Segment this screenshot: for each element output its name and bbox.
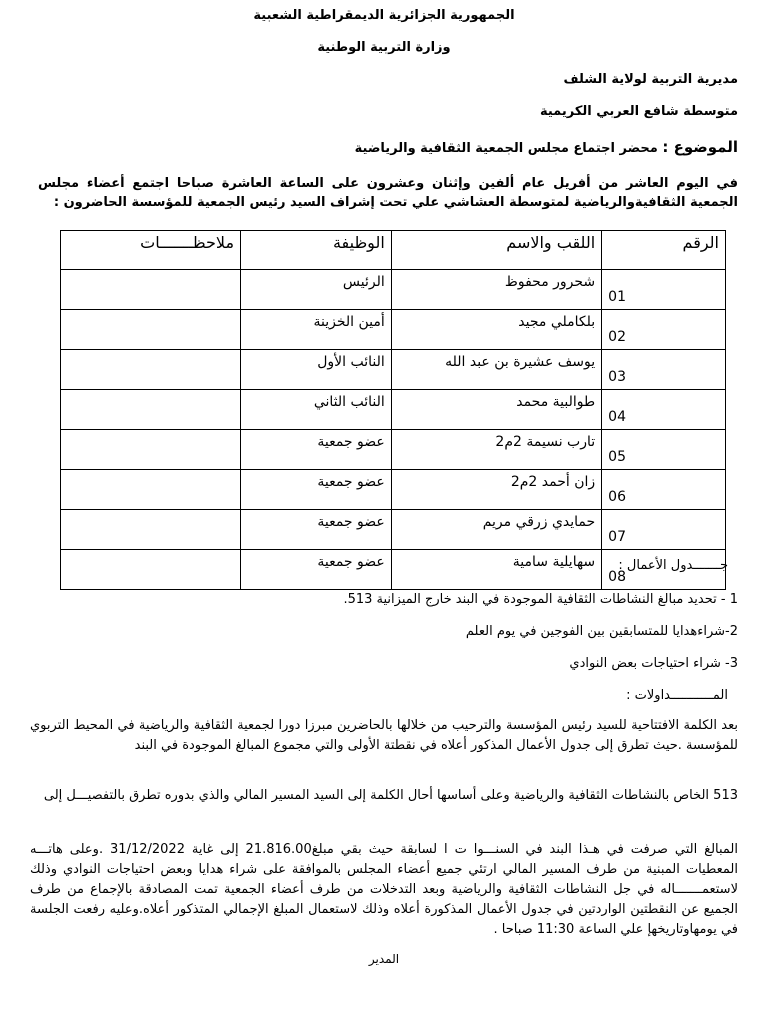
row-name: حمايدي زرقي مريم [391, 510, 601, 550]
agenda-item-2: 2-شراءهدايا للمتسابقين بين الفوجين في يوم العلم [465, 624, 738, 639]
deliberations-title: المـــــــــــداولات : [626, 688, 728, 703]
row-role: عضو جمعية [241, 470, 392, 510]
row-notes [61, 350, 241, 390]
table-row [61, 510, 726, 550]
intro-paragraph: في اليوم العاشر من أفريل عام ألفين وإثنان وعشرون على الساعة العاشرة صباحا اجتمع أعضاء مجلس الجمعية الثقافيةوالرياضية لمتوسطة العشاشي علي تحت إشراف السيد رئيس الجمعية للمؤسسة الحاضرون : [38, 176, 738, 210]
director-signature: المدير [368, 952, 400, 966]
row-number: 06 [602, 470, 726, 510]
row-number: 07 [602, 510, 726, 550]
deliberations-paragraph-3: المبالغ التي صرفت في هـذا البند في السنـــوا ت ا لسابقة حيث بقي مبلغ21.816.00 إلى غاية 31/12/2022 .وعلى هاتـــه المعطيات المبنية من طرف المسير المالي ارتئي جميع أعضاء المجلس بالموافقة على شراء هدايا وبعض احتياجات النوادي وذلك لاستعمـــــــاله في جل النشاطات الثقافية والرياضية وبعد التدخلات من طرف أعضاء الجمعية تمت المصادقة بالإجماع من طرف الجميع عن النقطتين الواردتين في جدول الأعمال المذكورة أعلاه وذلك لاستعمال المبلغ الإجمالي المتذكور أعلاه.وعليه رفعت الجلسة في يومهاوتاريخهإ علي الساعة 11:30 صباحا . [30, 842, 739, 937]
row-notes [61, 550, 241, 590]
row-role: النائب الثاني [241, 390, 392, 430]
subject-text: محضر اجتماع مجلس الجمعية الثقافية والرياضية [354, 141, 658, 156]
row-notes [61, 510, 241, 550]
row-role: الرئيس [241, 270, 392, 310]
deliberations-paragraph-1: بعد الكلمة الافتتاحية للسيد رئيس المؤسسة والترحيب من خلالها بالحاضرين مبرزا دورا لجمعية الثقافية والرياضية في المحيط التربوي للمؤسسة .حيث تطرق إلى جدول الأعمال المذكور أعلاه في نقطتة الأولى والتي مجموع المبالغ الموجودة في البند [30, 718, 738, 753]
table-row [61, 470, 726, 510]
row-name: بلكاملي مجيد [391, 310, 601, 350]
members-table [60, 230, 726, 590]
table-header-row [61, 231, 726, 270]
deliberations-paragraph-2: 513 الخاص بالنشاطات الثقافية والرياضية وعلى أساسها أحال الكلمة إلى السيد المسير المالي والذي بدوره تطرق بالتفصيـــل إلى [43, 788, 738, 803]
row-notes [61, 390, 241, 430]
row-notes [61, 310, 241, 350]
agenda-title: جـــــــدول الأعمال : [618, 558, 728, 573]
row-role: عضو جمعية [241, 510, 392, 550]
header-number: الرقم [602, 231, 726, 270]
row-number: 08 [602, 550, 726, 590]
row-name: تارب نسيمة 2م2 [391, 430, 601, 470]
row-name: طوالبية محمد [391, 390, 601, 430]
row-notes [61, 270, 241, 310]
row-number: 05 [602, 430, 726, 470]
subject-line [355, 138, 738, 156]
row-role: عضو جمعية [241, 430, 392, 470]
table-row [61, 430, 726, 470]
subject-label: الموضوع : [662, 138, 738, 156]
row-name: يوسف عشيرة بن عبد الله [391, 350, 601, 390]
ministry-heading: وزارة التربية الوطنية [317, 40, 451, 55]
header-name: اللقب والاسم [391, 231, 601, 270]
school-line: متوسطة شافع العربي الكريمية [539, 104, 738, 119]
row-name: سهايلية سامية [391, 550, 601, 590]
row-name: زان أحمد 2م2 [391, 470, 601, 510]
directorate-line: مديرية التربية لولاية الشلف [563, 72, 738, 87]
row-notes [61, 430, 241, 470]
row-number: 04 [602, 390, 726, 430]
row-number: 01 [602, 270, 726, 310]
row-role: أمين الخزينة [241, 310, 392, 350]
agenda-item-1: 1 - تحديد مبالغ النشاطات الثقافية الموجودة في البند خارج الميزانية 513. [343, 592, 738, 607]
row-name: شحرور محفوظ [391, 270, 601, 310]
table-row [61, 270, 726, 310]
header-role: الوظيفة [241, 231, 392, 270]
agenda-item-3: 3- شراء احتياجات بعض النوادي [569, 656, 738, 671]
row-role: النائب الأول [241, 350, 392, 390]
row-number: 02 [602, 310, 726, 350]
row-number: 03 [602, 350, 726, 390]
table-row [61, 390, 726, 430]
header-notes: ملاحظـــــــات [61, 231, 241, 270]
row-role: عضو جمعية [241, 550, 392, 590]
table-row [61, 350, 726, 390]
republic-heading: الجمهورية الجزائرية الديمقراطية الشعبية [253, 8, 515, 23]
table-row [61, 310, 726, 350]
row-notes [61, 470, 241, 510]
